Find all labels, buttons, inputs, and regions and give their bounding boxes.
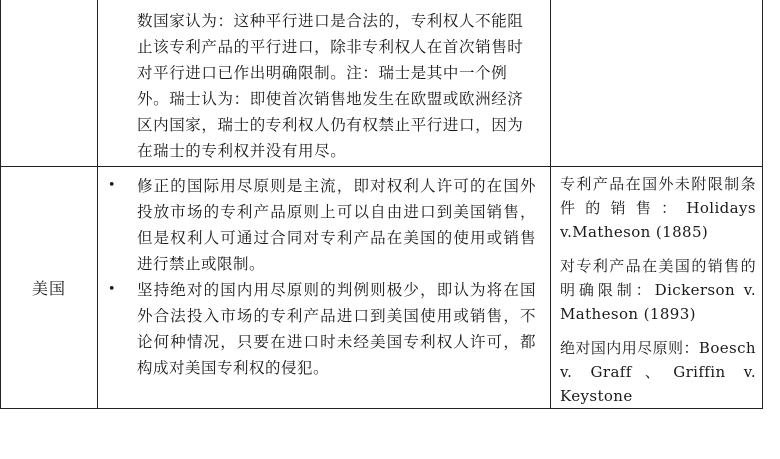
table-row-us bbox=[1, 167, 763, 409]
case-entry: 绝对国内用尽原则：Boesch v. Graff、Griffin v. Keystone bbox=[560, 339, 756, 405]
bullet-icon: • bbox=[107, 282, 117, 297]
list-item bbox=[98, 277, 536, 381]
cases-cell-empty bbox=[551, 0, 763, 167]
cases-cell bbox=[551, 167, 763, 409]
principle-cell bbox=[98, 0, 551, 167]
list-item-text: 修正的国际用尽原则是主流，即对权利人许可的在国外投放市场的专利产品原则上可以自由进口到美国销售，但是权利人可通过合同对专利产品在美国的使用或销售进行禁止或限制。 bbox=[137, 177, 536, 273]
country-cell-empty bbox=[1, 0, 98, 167]
country-label: 美国 bbox=[31, 279, 66, 298]
list-item-text: 坚持绝对的国内用尽原则的判例则极少，即认为将在国外合法投入市场的专利产品进口到美国使用或销售，不论何种情况，只要在进口时未经美国专利权人许可，都构成对美国专利权的侵犯。 bbox=[137, 281, 536, 377]
country-cell bbox=[1, 167, 98, 409]
bullet-icon: • bbox=[107, 178, 117, 193]
principle-list bbox=[98, 167, 550, 381]
list-item bbox=[98, 173, 536, 277]
case-entry: 对专利产品在美国的销售的明确限制：Dickerson v. Matheson (1893) bbox=[560, 257, 756, 323]
case-entry: 专利产品在国外未附限制条件的销售：Holidays v.Matheson (1885) bbox=[560, 175, 756, 241]
table-row bbox=[1, 0, 763, 167]
principle-text: 数国家认为：这种平行进口是合法的，专利权人不能阻止该专利产品的平行进口，除非专利权人在首次销售时对平行进口已作出明确限制。注：瑞士是其中一个例外。瑞士认为：即使首次销售地发生在欧盟或欧洲经济区内国家，瑞士的专利权人仍有权禁止平行进口，因为在瑞士的专利权并没有用尽。 bbox=[137, 12, 524, 160]
principle-cell bbox=[98, 167, 551, 409]
